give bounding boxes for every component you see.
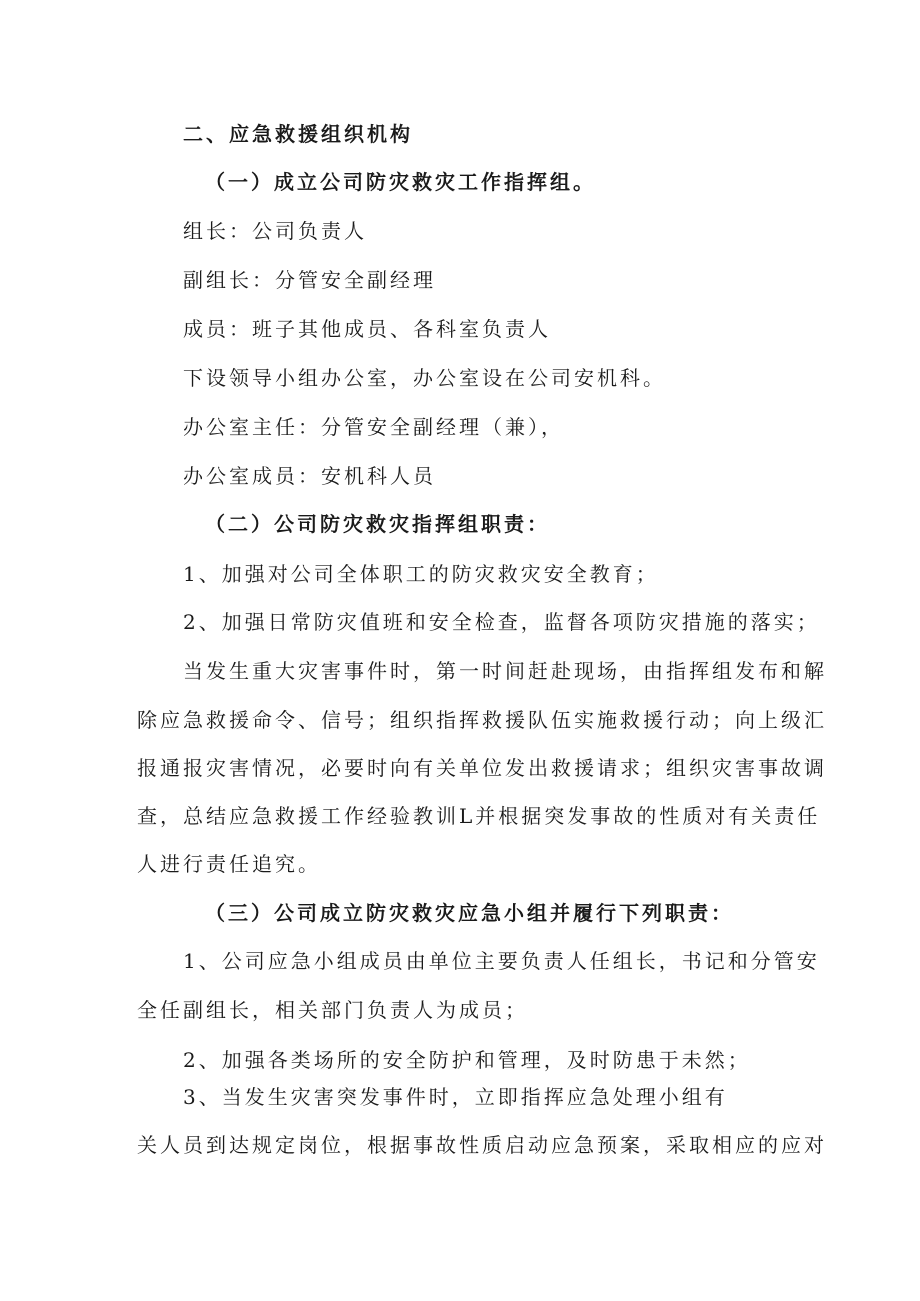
duty-paragraph-line: 报通报灾害情况，必要时向有关单位发出救援请求；组织灾害事故调 [137,756,827,780]
duty-paragraph-line: 除应急救援命令、信号；组织指挥救援队伍实施救援行动；向上级汇 [137,708,827,732]
responsibility-3-line: 3、当发生灾害突发事件时，立即指挥应急处理小组有 [183,1085,728,1109]
subsection-2-title: （二）公司防灾救灾指挥组职责： [205,512,550,536]
duty-item-2: 2、加强日常防灾值班和安全检查，监督各项防灾措施的落实； [183,610,820,634]
office-members-line: 办公室成员：安机科人员 [183,464,436,488]
responsibility-3-line: 关人员到达规定岗位，根据事故性质启动应急预案，采取相应的应对 [137,1133,827,1157]
subsection-3-title: （三）公司成立防灾救灾应急小组并履行下列职责： [205,901,734,925]
section-title: 二、应急救援组织机构 [183,122,413,146]
responsibility-1-line: 全任副组长，相关部门负责人为成员； [137,998,528,1022]
leader-line: 组长：公司负责人 [183,219,367,243]
responsibility-1-line: 1、公司应急小组成员由单位主要负责人任组长，书记和分管安 [183,949,820,973]
duty-paragraph-line: 查，总结应急救援工作经验教训L并根据突发事故的性质对有关责任 [137,804,821,828]
office-setup-line: 下设领导小组办公室，办公室设在公司安机科。 [183,366,666,390]
duty-paragraph-line: 人进行责任追究。 [137,852,321,876]
responsibility-2: 2、加强各类场所的安全防护和管理，及时防患于未然； [183,1048,751,1072]
members-line: 成员：班子其他成员、各科室负责人 [183,317,551,341]
duty-item-1: 1、加强对公司全体职工的防灾救灾安全教育； [183,562,659,586]
duty-paragraph-line: 当发生重大灾害事件时，第一时间赶赴现场，由指挥组发布和解 [183,659,827,683]
deputy-leader-line: 副组长：分管安全副经理 [183,268,436,292]
office-director-line: 办公室主任：分管安全副经理（兼）， [183,415,564,439]
subsection-1-title: （一）成立公司防灾救灾工作指挥组。 [205,170,596,194]
